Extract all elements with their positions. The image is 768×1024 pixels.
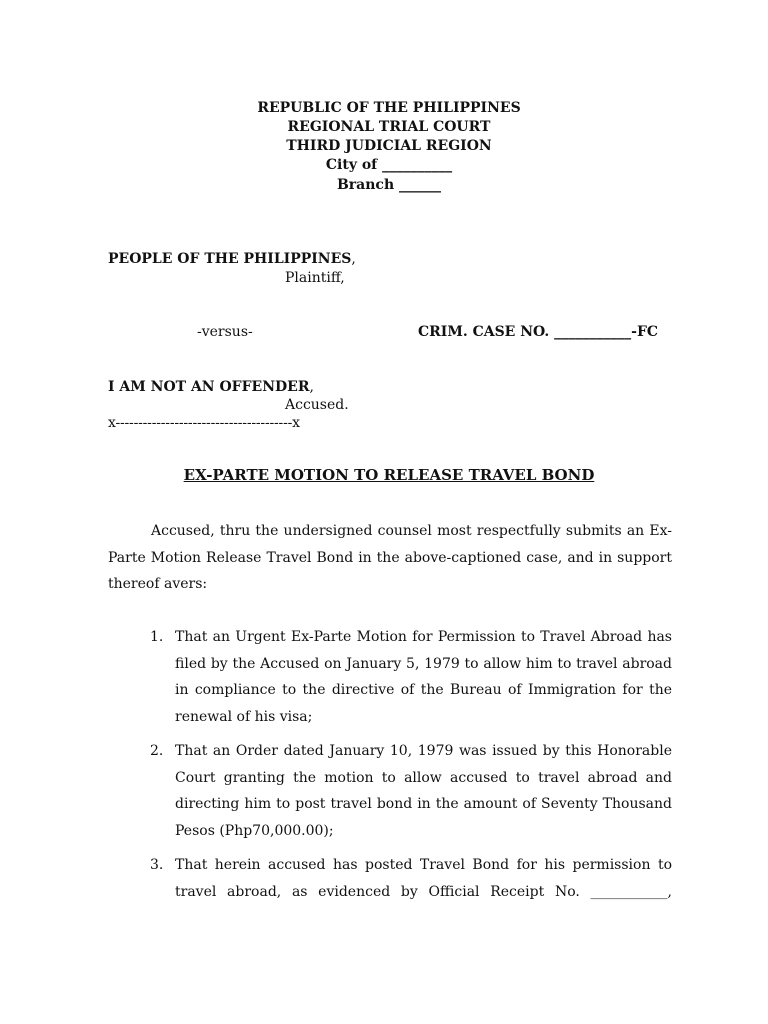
- header-court: REGIONAL TRIAL COURT: [287, 119, 491, 135]
- motion-title: EX-PARTE MOTION TO RELEASE TRAVEL BOND: [183, 466, 595, 484]
- item-number: 3.: [150, 857, 164, 873]
- plaintiff-comma: ,: [351, 251, 356, 267]
- accused-line: [108, 378, 314, 396]
- accused-name: I AM NOT AN OFFENDER: [108, 379, 310, 395]
- case-number: CRIM. CASE NO. ___________-FC: [418, 324, 659, 340]
- plaintiff-role: Plaintiff,: [285, 270, 345, 286]
- item-text: That an Order dated January 10, 1979 was issued by this Honorable Court granting the motion to allow accused to travel abroad and directing him to post travel bond in the amount of Seventy Thousand Pesos (Php70,000.00);: [175, 743, 672, 839]
- header-region: THIRD JUDICIAL REGION: [286, 138, 492, 154]
- item-text: That herein accused has posted Travel Bond for his permission to travel abroad, as evidenced by Official Receipt No. ___________,: [175, 857, 672, 900]
- header-branch: Branch ______: [336, 177, 442, 193]
- caption-separator: x---------------------------------------x: [108, 415, 300, 431]
- accused-role: Accused.: [285, 397, 349, 413]
- intro-paragraph: Accused, thru the undersigned counsel most respectfully submits an Ex-Parte Motion Release Travel Bond in the above-captioned case, and in support thereof avers:: [108, 523, 672, 592]
- versus-label: -versus-: [197, 324, 253, 340]
- item-number: 2.: [150, 743, 164, 759]
- accused-comma: ,: [309, 379, 314, 395]
- header-city: City of __________: [325, 157, 453, 173]
- item-text: That an Urgent Ex-Parte Motion for Permission to Travel Abroad has filed by the Accused on January 5, 1979 to allow him to travel abroad in compliance to the directive of the Bureau of Immigration for the renewal of his visa;: [175, 629, 672, 725]
- plaintiff-line: [108, 250, 356, 268]
- item-number: 1.: [150, 629, 164, 645]
- header-republic: REPUBLIC OF THE PHILIPPINES: [257, 100, 521, 116]
- plaintiff-name: PEOPLE OF THE PHILIPPINES: [108, 251, 352, 267]
